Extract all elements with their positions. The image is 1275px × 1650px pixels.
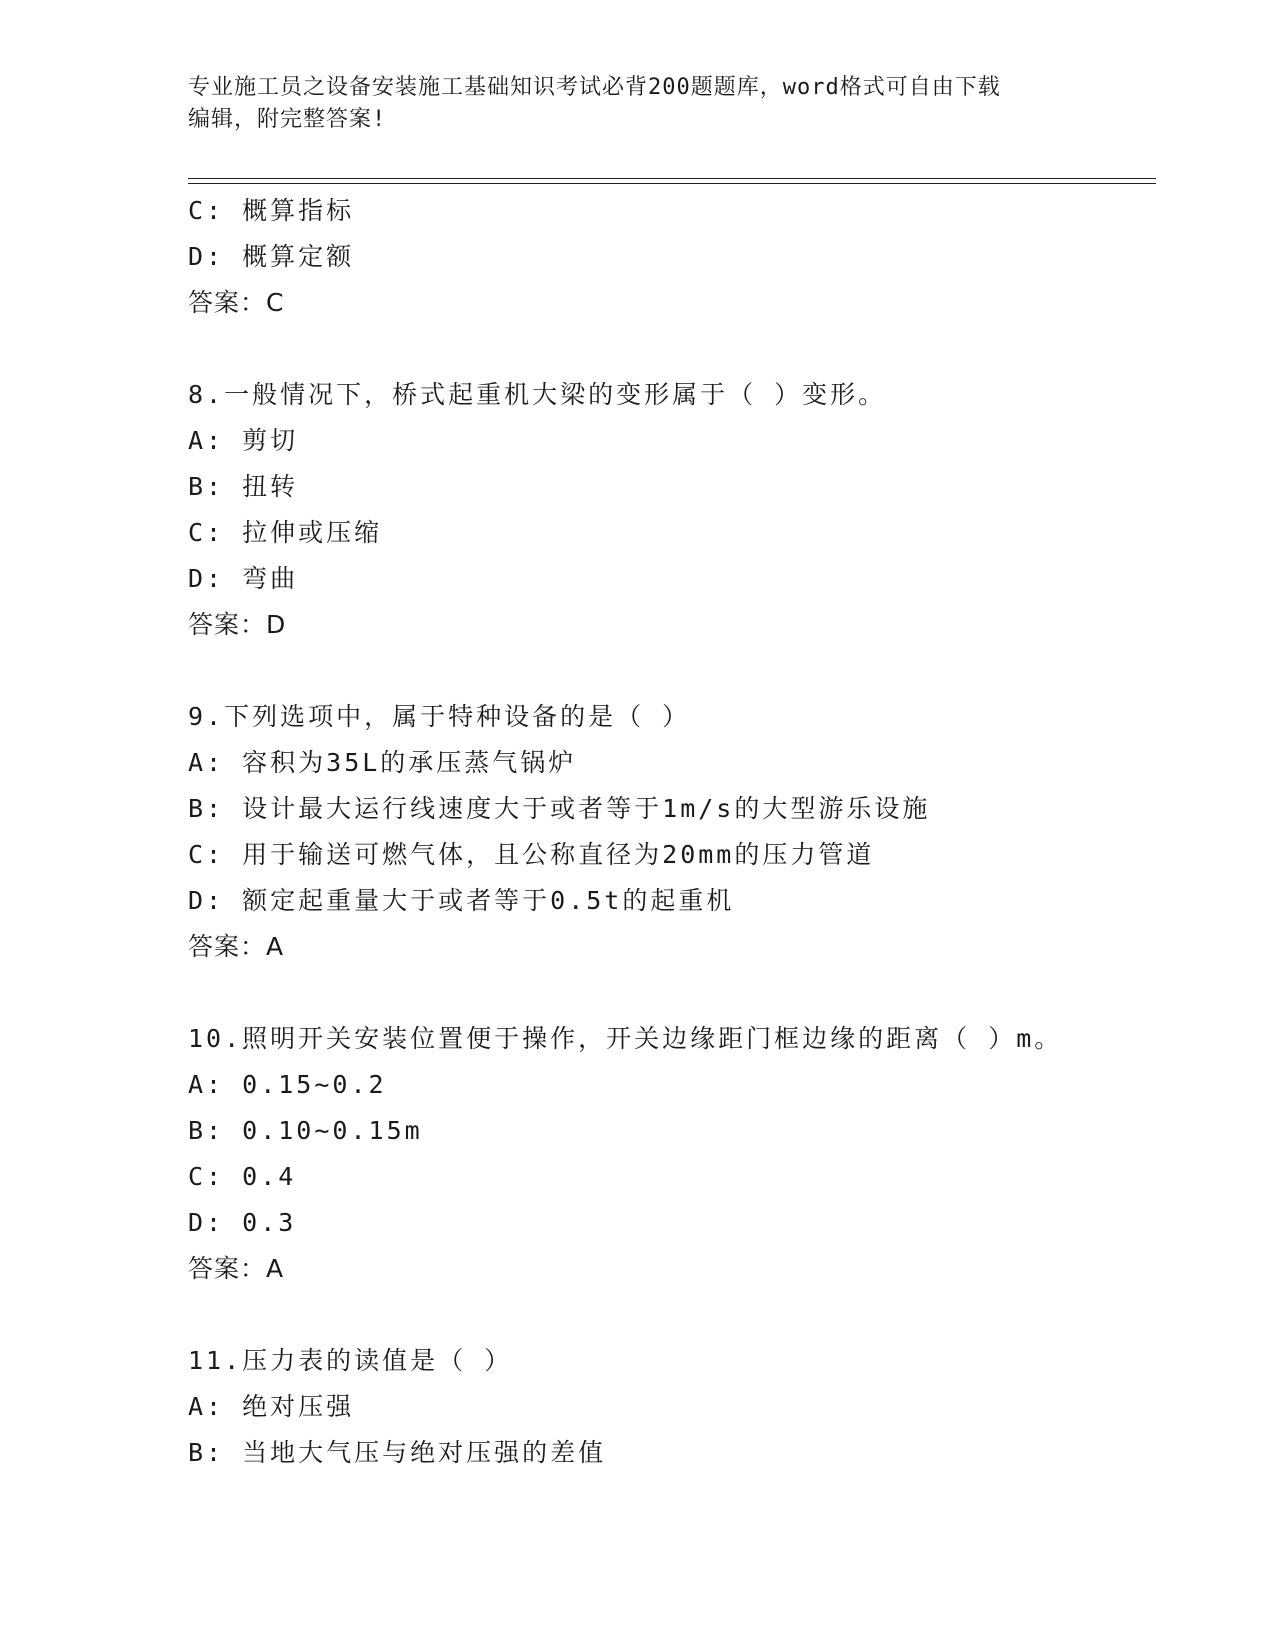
header-line-2: 编辑，附完整答案! — [188, 107, 387, 132]
option-d: D: 0.3 — [188, 1208, 297, 1237]
option-a: A: 绝对压强 — [188, 1392, 355, 1421]
question-fragment — [188, 188, 1148, 326]
option-b: B: 当地大气压与绝对压强的差值 — [188, 1438, 607, 1467]
spacer — [188, 648, 1148, 694]
answer-label: 答案：A — [188, 932, 285, 961]
option-d: D: 弯曲 — [188, 564, 299, 593]
answer-label: 答案：D — [188, 610, 287, 639]
question-block — [188, 1016, 1148, 1292]
option-a: A: 剪切 — [188, 426, 299, 455]
question-block — [188, 1338, 1148, 1476]
spacer — [188, 1292, 1148, 1338]
option-c: C: 概算指标 — [188, 196, 355, 225]
option-c: C: 拉伸或压缩 — [188, 518, 383, 547]
option-c: C: 用于输送可燃气体，且公称直径为20mm的压力管道 — [188, 840, 875, 869]
option-b: B: 0.10~0.15m — [188, 1116, 423, 1145]
option-d: D: 额定起重量大于或者等于0.5t的起重机 — [188, 886, 735, 915]
option-d: D: 概算定额 — [188, 242, 355, 271]
spacer — [188, 970, 1148, 1016]
document-body — [188, 188, 1148, 1476]
header-divider — [188, 178, 1156, 184]
question-block — [188, 694, 1148, 970]
question-text: 11.压力表的读值是（ ） — [188, 1346, 513, 1375]
header-line-1: 专业施工员之设备安装施工基础知识考试必背200题题库，word格式可自由下载 — [188, 75, 1001, 100]
document-header — [188, 72, 1088, 136]
option-c: C: 0.4 — [188, 1162, 297, 1191]
spacer — [188, 326, 1148, 372]
answer-label: 答案：C — [188, 288, 285, 317]
option-b: B: 扭转 — [188, 472, 299, 501]
question-text: 10.照明开关安装位置便于操作，开关边缘距门框边缘的距离（ ）m。 — [188, 1024, 1063, 1053]
option-a: A: 容积为35L的承压蒸气锅炉 — [188, 748, 577, 777]
option-a: A: 0.15~0.2 — [188, 1070, 387, 1099]
answer-label: 答案：A — [188, 1254, 285, 1283]
question-text: 8.一般情况下，桥式起重机大梁的变形属于（ ）变形。 — [188, 380, 887, 409]
option-b: B: 设计最大运行线速度大于或者等于1m/s的大型游乐设施 — [188, 794, 931, 823]
question-block — [188, 372, 1148, 648]
question-text: 9.下列选项中，属于特种设备的是（ ） — [188, 702, 691, 731]
